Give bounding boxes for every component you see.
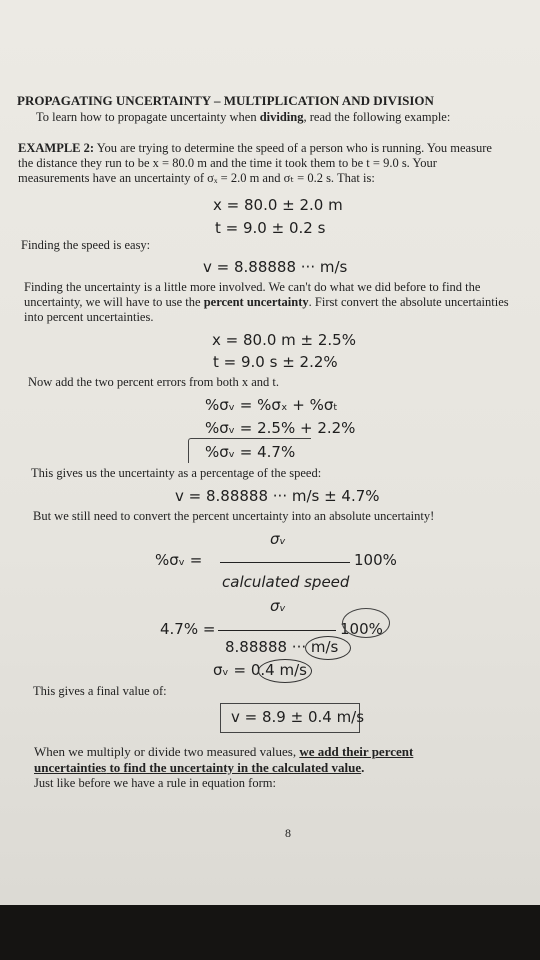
page-number: 8 <box>285 826 291 840</box>
equation-t-percent: t = 9.0 s ± 2.2% <box>213 353 338 371</box>
paragraph-2-line-2: uncertainty, we will have to use the percent uncertainty. First convert the absolute uncertainties <box>24 295 509 309</box>
example-line-1: EXAMPLE 2: You are trying to determine the speed of a person who is running. You measure <box>18 141 492 155</box>
fraction-2-numerator: σᵥ <box>270 597 286 615</box>
equation-speed: v = 8.88888 ··· m/s <box>203 258 348 276</box>
handwritten-circle-percent <box>342 608 390 638</box>
rule-line-2: uncertainties to find the uncertainty in the calculated value. <box>34 760 365 775</box>
fraction-2-lhs: 4.7% = <box>160 620 216 638</box>
fraction-2-bar <box>218 630 336 631</box>
equation-sum-values: %σᵥ = 2.5% + 2.2% <box>205 419 356 437</box>
final-value-label: This gives a final value of: <box>33 684 167 698</box>
equation-x-percent: x = 80.0 m ± 2.5% <box>212 331 356 349</box>
paragraph-2-line-1: Finding the uncertainty is a little more involved. We can't do what we did before to find the <box>24 280 481 294</box>
handwritten-circle-result <box>258 659 312 683</box>
equation-x: x = 80.0 ± 2.0 m <box>213 196 343 214</box>
fraction-1-lhs: %σᵥ = <box>155 551 203 569</box>
fraction-2-rhs: 100% <box>340 620 383 638</box>
background-surface <box>0 905 540 960</box>
rule-line-3: Just like before we have a rule in equation form: <box>34 776 276 790</box>
add-errors-text: Now add the two percent errors from both x and t. <box>28 375 279 389</box>
equation-t: t = 9.0 ± 0.2 s <box>215 219 326 237</box>
equation-sum-result: %σᵥ = 4.7% <box>205 443 296 461</box>
fraction-1-numerator: σᵥ <box>270 530 286 548</box>
example-line-3: measurements have an uncertainty of σₓ = 2.0 m and σₜ = 0.2 s. That is: <box>18 171 375 185</box>
speed-easy-label: Finding the speed is easy: <box>21 238 151 252</box>
equation-absolute-uncertainty: σᵥ = 0.4 m/s <box>213 661 307 679</box>
page-title: PROPAGATING UNCERTAINTY – MULTIPLICATION AND DIVISION <box>17 93 434 108</box>
intro-line: To learn how to propagate uncertainty when dividing, read the following example: <box>36 110 451 124</box>
example-line-2: the distance they run to be x = 80.0 m and the time it took them to be t = 9.0 s. Your <box>18 156 437 170</box>
handwritten-circle-units <box>305 636 351 660</box>
equation-sum: %σᵥ = %σₓ + %σₜ <box>205 396 338 414</box>
fraction-2-denominator: 8.88888 ··· m/s <box>225 638 339 656</box>
fraction-1-denominator: calculated speed <box>222 573 350 591</box>
handwritten-box <box>188 438 311 463</box>
paragraph-2-line-3: into percent uncertainties. <box>24 310 154 324</box>
rule-line-1: When we multiply or divide two measured values, we add their percent <box>34 744 414 759</box>
convert-text: But we still need to convert the percent uncertainty into an absolute uncertainty! <box>33 509 435 523</box>
final-answer: v = 8.9 ± 0.4 m/s <box>231 708 365 726</box>
equation-speed-percent: v = 8.88888 ··· m/s ± 4.7% <box>175 487 380 505</box>
percentage-speed-text: This gives us the uncertainty as a percentage of the speed: <box>31 466 322 480</box>
fraction-1-rhs: 100% <box>354 551 397 569</box>
fraction-1-bar <box>220 562 350 563</box>
